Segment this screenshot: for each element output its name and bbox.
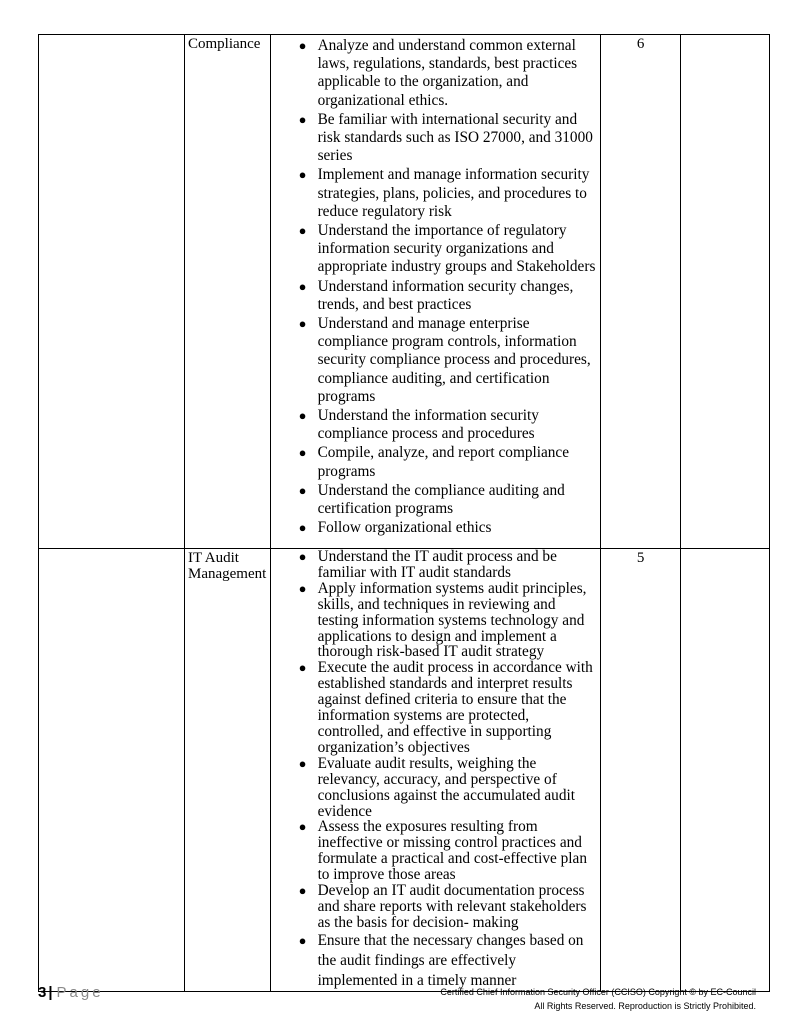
objective-item: [271, 444, 600, 480]
objective-text: Follow organizational ethics: [317, 519, 492, 537]
objective-text: Understand the IT audit process and be familiar with IT audit standards: [317, 548, 557, 581]
objective-item: [271, 111, 600, 166]
bullet-icon: ●: [298, 549, 307, 564]
objective-item: [271, 581, 600, 661]
page-footer-number: [38, 984, 104, 1001]
empty-cell: [681, 35, 770, 549]
rights-line: All Rights Reserved. Reproduction is Strictly Prohibited.: [534, 1001, 756, 1011]
bullet-icon: ●: [298, 482, 307, 498]
objectives-cell: [270, 35, 600, 549]
bullet-icon: ●: [298, 520, 307, 536]
empty-cell: [39, 35, 185, 549]
copyright-notice: [440, 985, 756, 1013]
objective-item: [271, 315, 600, 406]
table-row: [39, 35, 770, 549]
objective-text: Implement and manage information security strategies, plans, policies, and procedures to reduce regulatory risk: [317, 166, 590, 220]
objective-item: [271, 278, 600, 314]
bullet-icon: ●: [298, 223, 307, 239]
domain-cell: [184, 549, 270, 992]
objective-text: Assess the exposures resulting from ineffective or missing control practices and formulate a practical and cost-effective plan to improve those areas: [317, 818, 587, 884]
bullet-icon: ●: [298, 660, 307, 676]
objective-text: Develop an IT audit documentation process and share reports with relevant stakeholders as the basis for decision- making: [317, 882, 587, 931]
objective-item: [271, 407, 600, 443]
objective-text: Execute the audit process in accordance with established standards and interpret results against defined criteria to ensure that the information systems are protected, controlled, and effective in supporting organization’s objectives: [317, 659, 593, 756]
objective-text: Compile, analyze, and report compliance programs: [317, 444, 570, 480]
bullet-icon: ●: [298, 883, 307, 899]
objectives-list: [271, 549, 600, 991]
objective-text: Ensure that the necessary changes based on the audit findings are effectively implemented in a timely manner: [317, 931, 584, 989]
objective-text: Analyze and understand common external laws, regulations, standards, best practices applicable to the organization, and organizational ethics.: [317, 37, 578, 109]
course-outline-table: [38, 34, 770, 992]
objective-item: [271, 482, 600, 518]
empty-cell: [39, 549, 185, 992]
objective-item: [271, 549, 600, 581]
objective-item: [271, 519, 600, 537]
objective-item: [271, 931, 600, 991]
objective-text: Understand the compliance auditing and certification programs: [317, 481, 565, 518]
bullet-icon: ●: [298, 316, 307, 332]
bullet-icon: ●: [298, 580, 307, 596]
objective-item: [271, 756, 600, 820]
bullet-icon: ●: [298, 445, 307, 461]
objective-item: [271, 166, 600, 221]
domain-cell: [184, 35, 270, 549]
objective-text: Apply information systems audit principles, skills, and techniques in reviewing and testing information systems technology and applications to design and implement a thorough risk-based IT audit strategy: [317, 579, 587, 661]
hours-value: 5: [636, 550, 645, 566]
objectives-list: [271, 35, 600, 537]
bullet-icon: ●: [298, 167, 307, 183]
objective-text: Evaluate audit results, weighing the relevancy, accuracy, and perspective of conclusions against the accumulated audit evidence: [317, 754, 575, 820]
bullet-icon: ●: [298, 38, 307, 53]
objective-item: [271, 222, 600, 277]
bullet-icon: ●: [298, 819, 307, 835]
objective-text: Understand and manage enterprise compliance program controls, information security compliance process and procedures, compliance auditing, and certification programs: [317, 315, 591, 405]
objective-text: Understand the importance of regulatory information security organizations and appropriate industry groups and Stakeholders: [317, 222, 596, 276]
hours-cell: [600, 549, 681, 992]
bullet-icon: ●: [298, 755, 307, 771]
objective-text: Understand the information security compliance process and procedures: [317, 407, 539, 443]
copyright-line: Certified Chief Information Security Officer (CCISO) Copyright © by EC-Council: [440, 987, 756, 997]
table-row: [39, 549, 770, 992]
page-separator: |: [48, 984, 53, 1001]
objectives-cell: [270, 549, 600, 992]
bullet-icon: ●: [298, 932, 307, 948]
hours-value: 6: [636, 36, 645, 52]
objective-text: Understand information security changes, trends, and best practices: [317, 277, 574, 313]
objective-text: Be familiar with international security and risk standards such as ISO 27000, and 31000 series: [317, 110, 593, 165]
page-number: 3: [38, 984, 47, 1001]
objective-item: [271, 37, 600, 110]
empty-cell: [681, 549, 770, 992]
hours-cell: [600, 35, 681, 549]
domain-name: Compliance: [187, 36, 261, 52]
bullet-icon: ●: [298, 408, 307, 424]
bullet-icon: ●: [298, 111, 307, 127]
page-label: Page: [56, 984, 104, 1001]
objective-item: [271, 660, 600, 755]
bullet-icon: ●: [298, 278, 307, 294]
objective-item: [271, 819, 600, 883]
domain-name: IT Audit Management: [187, 550, 267, 582]
objective-item: [271, 883, 600, 931]
